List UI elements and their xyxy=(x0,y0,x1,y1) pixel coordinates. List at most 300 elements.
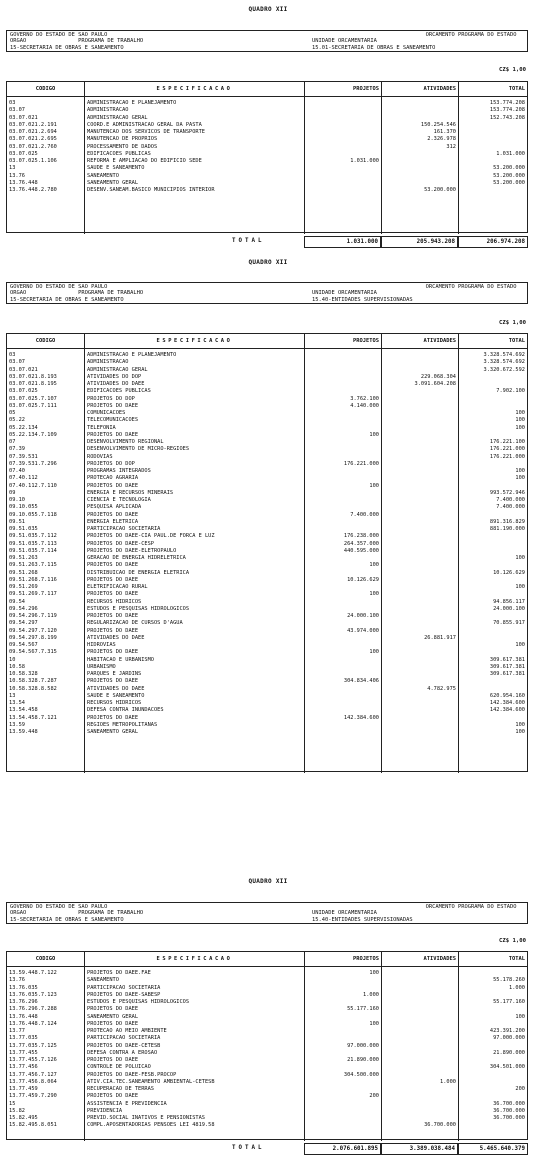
col-header-total: TOTAL xyxy=(508,956,525,962)
table-cell: 176.221.000 xyxy=(343,460,379,467)
table-cell xyxy=(459,548,527,555)
table-cell: 03.07.025.7.111 xyxy=(9,402,57,409)
total-column xyxy=(459,97,527,234)
table-cell xyxy=(382,410,458,417)
table-cell xyxy=(305,1050,381,1057)
codes-column xyxy=(7,349,85,773)
table-cell: 100 xyxy=(515,424,525,431)
col-header-atividades: ATIVIDADES xyxy=(382,334,459,348)
table-cell xyxy=(459,403,527,410)
table-cell: 100 xyxy=(369,1020,379,1027)
table-cell xyxy=(305,381,381,388)
table-cell: 3.328.574.692 xyxy=(483,352,525,358)
table-cell: 176.238.000 xyxy=(343,533,379,540)
table-cell xyxy=(459,992,527,999)
table-cell: 03.07.021.2.694 xyxy=(9,129,57,135)
table-cell xyxy=(382,439,458,446)
total-projetos: 1.031.000 xyxy=(304,236,381,248)
col-header-projetos: PROJETOS xyxy=(305,952,382,966)
table-cell: 100 xyxy=(369,482,379,489)
table-cell: 26.881.917 xyxy=(424,634,456,641)
table-cell xyxy=(382,359,458,366)
table-cell xyxy=(305,497,381,504)
table-cell xyxy=(382,446,458,453)
table-cell xyxy=(305,187,381,194)
table-cell: CIENCIA E TECNOLOGIA xyxy=(87,497,151,503)
table-cell: ADMINISTRACAO GERAL xyxy=(87,366,148,373)
table-cell: 09.51.263 xyxy=(9,555,38,561)
table-cell xyxy=(382,584,458,591)
table-cell: URBANISMO xyxy=(87,663,116,670)
table-cell xyxy=(382,606,458,613)
table-cell xyxy=(305,722,381,729)
table-cell: PROJETOS DO DAEE-CESP xyxy=(87,540,154,547)
table-cell: 03.07.021 xyxy=(9,366,38,373)
budget-table xyxy=(6,81,528,233)
table-cell: 13.77.459 xyxy=(9,1086,38,1092)
table-cell: PROJETOS DO DAEE xyxy=(87,1020,139,1027)
atividades-column xyxy=(382,349,459,773)
table-cell: ADMINISTRACAO E PLANEJAMENTO xyxy=(87,352,177,358)
table-cell: 15 xyxy=(9,1100,16,1107)
projetos-column xyxy=(305,967,382,1141)
table-cell xyxy=(459,541,527,548)
table-cell: 309.617.381 xyxy=(489,663,525,670)
quadro-title: QUADRO XII xyxy=(248,878,288,885)
table-cell xyxy=(382,577,458,584)
table-cell: RODOVIAS xyxy=(87,453,113,460)
table-cell: 993.572.946 xyxy=(489,489,525,496)
table-cell xyxy=(382,620,458,627)
table-cell: PROCESSAMENTO DE DADOS xyxy=(87,143,158,150)
table-cell xyxy=(382,628,458,635)
budget-table xyxy=(6,951,528,1140)
table-cell: 100 xyxy=(515,475,525,482)
table-cell: 100 xyxy=(515,410,525,416)
table-cell xyxy=(305,664,381,671)
table-cell xyxy=(382,526,458,533)
table-cell xyxy=(382,180,458,187)
total-row xyxy=(6,236,528,248)
table-cell xyxy=(459,1021,527,1028)
table-cell: 153.774.208 xyxy=(489,100,525,106)
table-cell xyxy=(305,1115,381,1122)
table-cell: 13.77 xyxy=(9,1028,25,1034)
table-cell xyxy=(382,533,458,540)
table-cell: 03 xyxy=(9,100,16,106)
codes-column xyxy=(7,97,85,234)
table-cell: 100 xyxy=(515,1013,525,1020)
table-cell: PARQUES E JARDINS xyxy=(87,671,142,677)
total-atividades: 3.389.038.484 xyxy=(381,1143,458,1155)
table-cell: PROJETOS DO DAEE xyxy=(87,649,139,656)
table-cell: ASSISTENCIA E PREVIDENCIA xyxy=(87,1100,167,1107)
table-cell xyxy=(305,425,381,432)
table-cell: 07.40.112 xyxy=(9,475,38,482)
col-header-atividades: ATIVIDADES xyxy=(382,82,459,96)
table-cell: 13.54.458 xyxy=(9,707,38,714)
table-cell xyxy=(382,475,458,482)
table-cell xyxy=(382,519,458,526)
table-cell xyxy=(382,1028,458,1035)
table-cell xyxy=(305,144,381,151)
table-cell xyxy=(382,562,458,569)
table-cell: ATIVIDADES DO DAEE xyxy=(87,634,145,641)
table-cell: MANUTENCAO DOS SERVICOS DE TRANSPORTE xyxy=(87,129,205,135)
table-cell: 176.221.000 xyxy=(489,453,525,460)
table-cell xyxy=(382,504,458,511)
table-cell xyxy=(305,1014,381,1021)
table-cell: 10.58 xyxy=(9,663,25,670)
document-header xyxy=(6,282,528,304)
table-cell xyxy=(382,693,458,700)
table-cell: 891.316.829 xyxy=(489,518,525,525)
table-cell: 53.200.000 xyxy=(424,187,456,193)
total-total: 5.465.640.379 xyxy=(458,1143,528,1155)
table-cell xyxy=(305,526,381,533)
col-header-projetos: PROJETOS xyxy=(305,82,382,96)
table-cell: 142.384.600 xyxy=(489,707,525,714)
table-cell xyxy=(459,678,527,685)
table-cell: PROGRAMAS INTEGRADOS xyxy=(87,468,151,474)
currency-label: CZ$ 1,00 xyxy=(499,938,526,944)
table-cell xyxy=(459,562,527,569)
table-cell: PROJETOS DO DAEE.FAE xyxy=(87,970,151,976)
table-cell xyxy=(305,1064,381,1071)
table-cell xyxy=(305,180,381,187)
table-cell xyxy=(382,454,458,461)
table-cell: TELECOMUNICACOES xyxy=(87,417,139,424)
table-cell: 24.000.100 xyxy=(347,613,379,619)
table-cell: 13.77.455 xyxy=(9,1049,38,1056)
table-cell: SAUDE E SANEAMENTO xyxy=(87,692,145,699)
table-cell xyxy=(459,1057,527,1064)
table-cell: 13.77.455.7.126 xyxy=(9,1057,57,1063)
table-cell xyxy=(305,1028,381,1035)
table-cell: 13.76 xyxy=(9,977,25,984)
table-cell xyxy=(305,606,381,613)
table-cell: 304.500.000 xyxy=(343,1071,379,1078)
table-cell xyxy=(305,417,381,424)
table-cell xyxy=(382,715,458,722)
table-cell: 03.07.021.8.193 xyxy=(9,373,57,380)
table-cell xyxy=(305,115,381,122)
table-cell: PROJETOS DO DAEE xyxy=(87,1093,139,1100)
table-cell xyxy=(305,165,381,172)
table-cell: DESENVOLVIMENTO DE MICRO-REGIOES xyxy=(87,446,190,453)
table-cell: 36.700.000 xyxy=(493,1115,525,1121)
table-cell: PROJETOS DO DAEE xyxy=(87,511,139,518)
table-cell xyxy=(305,1101,381,1108)
table-cell: 200 xyxy=(369,1093,379,1100)
table-cell: 309.617.381 xyxy=(489,671,525,677)
table-cell: RECUPERACAO DE TERRAS xyxy=(87,1086,154,1092)
table-cell: ADMINISTRACAO xyxy=(87,107,129,114)
table-cell: PROJETOS DO DAEE xyxy=(87,562,139,569)
table-cell: 881.190.000 xyxy=(489,526,525,532)
table-cell xyxy=(305,136,381,143)
table-cell: 09.54.297.8.199 xyxy=(9,634,57,641)
table-cell xyxy=(305,475,381,482)
table-cell xyxy=(305,122,381,129)
table-cell: 1.031.000 xyxy=(350,158,379,164)
table-cell xyxy=(305,671,381,678)
table-cell xyxy=(382,599,458,606)
table-cell xyxy=(459,432,527,439)
table-cell: ESTUDOS E PESQUISAS HIDROLOGICOS xyxy=(87,605,190,612)
header-left: GOVERNO DO ESTADO DE SAO PAULO ORGAO PROGRAMA DE TRABALHO 15-SECRETARIA DE OBRAS E SANEAMENTO xyxy=(10,32,144,51)
table-cell: SANEAMENTO xyxy=(87,172,119,179)
table-cell: 153.774.208 xyxy=(489,107,525,114)
table-cell: 229.068.304 xyxy=(420,373,456,380)
table-cell xyxy=(305,555,381,562)
table-cell xyxy=(459,158,527,165)
table-cell xyxy=(459,381,527,388)
table-cell xyxy=(382,992,458,999)
table-cell: 100 xyxy=(515,584,525,590)
table-cell xyxy=(305,454,381,461)
table-cell: 13.77.456.8.064 xyxy=(9,1078,57,1085)
table-cell: 05 xyxy=(9,410,16,416)
table-cell: ENERGIA E RECURSOS MINERAIS xyxy=(87,489,174,496)
table-cell: GERACAO DE ENERGIA HIDRELETRICA xyxy=(87,555,186,561)
table-cell xyxy=(382,671,458,678)
table-cell xyxy=(382,1050,458,1057)
total-label: TOTAL xyxy=(232,1145,265,1151)
table-cell xyxy=(305,729,381,736)
table-cell: SANEAMENTO GERAL xyxy=(87,1013,139,1020)
table-cell xyxy=(305,999,381,1006)
table-cell xyxy=(382,1014,458,1021)
table-cell: 03.07.025.1.106 xyxy=(9,158,57,164)
table-cell xyxy=(459,591,527,598)
table-cell xyxy=(459,512,527,519)
table-cell xyxy=(305,1122,381,1129)
table-cell: PROJETOS DO DAEE xyxy=(87,714,139,721)
table-cell xyxy=(382,165,458,172)
table-cell xyxy=(382,367,458,374)
table-cell xyxy=(459,1006,527,1013)
table-cell: ENERGIA ELETRICA xyxy=(87,518,139,525)
table-cell: 03.07.021 xyxy=(9,114,38,121)
table-cell xyxy=(305,504,381,511)
table-cell xyxy=(382,729,458,736)
table-cell: 09.51.269.7.117 xyxy=(9,591,57,598)
table-cell: ADMINISTRACAO E PLANEJAMENTO xyxy=(87,100,177,106)
table-cell xyxy=(382,512,458,519)
table-cell xyxy=(305,620,381,627)
table-cell xyxy=(382,432,458,439)
table-cell: 07.40 xyxy=(9,468,25,474)
table-cell: DISTRIBUICAO DE ENERGIA ELETRICA xyxy=(87,569,190,576)
quadro-title: QUADRO XII xyxy=(248,259,288,266)
table-cell: SAUDE E SANEAMENTO xyxy=(87,165,145,172)
table-cell: 07.40.112.7.110 xyxy=(9,482,57,489)
table-cell xyxy=(382,613,458,620)
table-cell xyxy=(382,497,458,504)
table-cell: 13.76.448.7.124 xyxy=(9,1020,57,1027)
table-cell xyxy=(382,1057,458,1064)
table-cell xyxy=(305,700,381,707)
table-cell: REGULARIZACAO DE CURSOS D'AGUA xyxy=(87,620,183,627)
table-cell xyxy=(459,970,527,977)
table-cell: DEFESA CONTRA A EROSAO xyxy=(87,1049,158,1056)
table-cell: 97.000.000 xyxy=(347,1042,379,1049)
col-header-especificacao: ESPECIFICACAO xyxy=(85,952,305,966)
table-cell xyxy=(382,555,458,562)
table-cell: 36.700.000 xyxy=(493,1107,525,1114)
table-cell: PROJETOS DO DAEE xyxy=(87,591,139,598)
budget-table xyxy=(6,333,528,772)
table-cell: PROTECAO AGRARIA xyxy=(87,475,139,482)
table-cell xyxy=(459,628,527,635)
table-cell xyxy=(382,425,458,432)
table-cell: 1.000 xyxy=(509,984,525,991)
table-cell xyxy=(382,1108,458,1115)
table-cell xyxy=(382,977,458,984)
currency-label: CZ$ 1,00 xyxy=(499,320,526,326)
table-cell: 09.54.296.7.119 xyxy=(9,613,57,619)
table-cell: PROTECAO AO MEIO AMBIENTE xyxy=(87,1028,167,1034)
table-cell: PROJETOS DO DOP xyxy=(87,395,135,402)
table-cell: RECURSOS HIDRICOS xyxy=(87,598,142,605)
table-cell: 03.07.021.2.191 xyxy=(9,121,57,128)
table-cell: 09.51.035.7.112 xyxy=(9,533,57,540)
table-cell xyxy=(305,707,381,714)
table-cell: DESENVOLVIMENTO REGIONAL xyxy=(87,439,164,445)
table-cell xyxy=(305,599,381,606)
table-cell: 03.07.021.2.760 xyxy=(9,143,57,150)
table-cell xyxy=(459,122,527,129)
table-cell: HIDROVIAS xyxy=(87,642,116,648)
table-cell: 55.177.160 xyxy=(347,1006,379,1013)
table-cell: EDIFICACOES PUBLICAS xyxy=(87,150,151,157)
table-cell: 09.10.055 xyxy=(9,504,38,511)
table-cell xyxy=(382,664,458,671)
table-cell: 13.77.456 xyxy=(9,1064,38,1071)
table-cell xyxy=(382,678,458,685)
col-header-total: TOTAL xyxy=(508,86,525,92)
table-cell: PROJETOS DO DAEE-SABESP xyxy=(87,991,161,998)
table-cell: MANUTENCAO DE PROPRIOS xyxy=(87,136,158,143)
table-cell xyxy=(382,173,458,180)
table-cell xyxy=(305,446,381,453)
table-cell: 7.400.000 xyxy=(350,511,379,518)
table-cell xyxy=(382,107,458,114)
table-cell: 200 xyxy=(515,1086,525,1092)
table-cell: 05.22.134.7.109 xyxy=(9,431,57,438)
table-cell: 53.200.000 xyxy=(493,165,525,172)
table-cell: 97.000.000 xyxy=(493,1035,525,1042)
table-cell xyxy=(459,483,527,490)
table-cell xyxy=(459,374,527,381)
table-cell: 142.384.600 xyxy=(489,700,525,706)
table-cell: 13.59.448 xyxy=(9,729,38,735)
table-cell: DEFESA CONTRA INUNDACOES xyxy=(87,707,164,714)
table-cell: 21.890.000 xyxy=(347,1057,379,1063)
atividades-column xyxy=(382,97,459,234)
table-cell: PARTICIPACAO SOCIETARIA xyxy=(87,1035,161,1042)
table-cell: PROJETOS DO DAEE-FESB.PROCOP xyxy=(87,1071,177,1078)
table-cell: 100 xyxy=(515,642,525,648)
table-cell: PROJETOS DO DAEE xyxy=(87,1006,139,1013)
table-cell xyxy=(305,388,381,395)
table-cell xyxy=(305,100,381,107)
table-cell xyxy=(382,158,458,165)
table-cell xyxy=(382,417,458,424)
table-cell: 55.177.160 xyxy=(493,999,525,1005)
table-cell: 13.76.448 xyxy=(9,1013,38,1020)
table-cell xyxy=(382,1043,458,1050)
col-header-total: TOTAL xyxy=(508,338,525,344)
table-cell: 7.400.000 xyxy=(496,504,525,511)
table-cell xyxy=(305,359,381,366)
table-cell xyxy=(459,396,527,403)
table-cell: 13.76.296 xyxy=(9,999,38,1005)
table-cell xyxy=(305,693,381,700)
table-cell xyxy=(382,100,458,107)
table-cell xyxy=(305,410,381,417)
spec-column xyxy=(85,97,305,234)
table-cell xyxy=(305,439,381,446)
col-header-especificacao: ESPECIFICACAO xyxy=(85,334,305,348)
table-cell: REFORMA E AMPLIACAO DO EDIFICIO SEDE xyxy=(87,158,202,164)
table-cell xyxy=(382,722,458,729)
table-cell xyxy=(459,533,527,540)
table-cell: 36.700.000 xyxy=(493,1100,525,1107)
table-cell xyxy=(305,468,381,475)
table-cell: 176.221.100 xyxy=(489,439,525,445)
total-column xyxy=(459,967,527,1141)
table-cell: 100 xyxy=(515,468,525,474)
table-cell: ADMINISTRACAO xyxy=(87,359,129,366)
table-cell xyxy=(459,686,527,693)
table-cell: PARTICIPACAO SOCIETARIA xyxy=(87,984,161,991)
table-cell: 100 xyxy=(369,970,379,976)
table-cell xyxy=(382,707,458,714)
table-cell: 176.221.000 xyxy=(489,446,525,453)
total-row xyxy=(6,1143,528,1155)
atividades-column xyxy=(382,967,459,1141)
table-cell: 150.254.546 xyxy=(420,121,456,128)
table-cell: 1.000 xyxy=(363,991,379,998)
table-cell xyxy=(459,1093,527,1100)
table-cell xyxy=(459,136,527,143)
table-cell: 09.54 xyxy=(9,598,25,605)
table-cell: 94.856.117 xyxy=(493,598,525,605)
table-cell: 100 xyxy=(515,555,525,561)
table-cell: 13.76.448.2.780 xyxy=(9,187,57,193)
table-cell xyxy=(382,1086,458,1093)
table-cell xyxy=(382,591,458,598)
table-cell: 03.07.025 xyxy=(9,150,38,157)
codes-column xyxy=(7,967,85,1141)
table-cell: PROJETOS DO DAEE xyxy=(87,613,139,619)
col-header-codigo: CODIGO xyxy=(7,952,85,966)
table-cell xyxy=(382,1072,458,1079)
table-cell: 09.51.269 xyxy=(9,584,38,590)
table-cell: PROJETOS DO DAEE xyxy=(87,627,139,634)
table-cell: PARTICIPACAO SOCIETARIA xyxy=(87,526,161,532)
table-cell: 13.54 xyxy=(9,700,25,706)
table-cell: 03.07.021.2.695 xyxy=(9,136,57,143)
table-cell: 09.10 xyxy=(9,497,25,503)
total-column xyxy=(459,349,527,773)
total-total: 206.974.208 xyxy=(458,236,528,248)
table-cell: 620.954.160 xyxy=(489,692,525,699)
table-cell: 13.77.456.7.127 xyxy=(9,1071,57,1078)
table-cell xyxy=(459,715,527,722)
